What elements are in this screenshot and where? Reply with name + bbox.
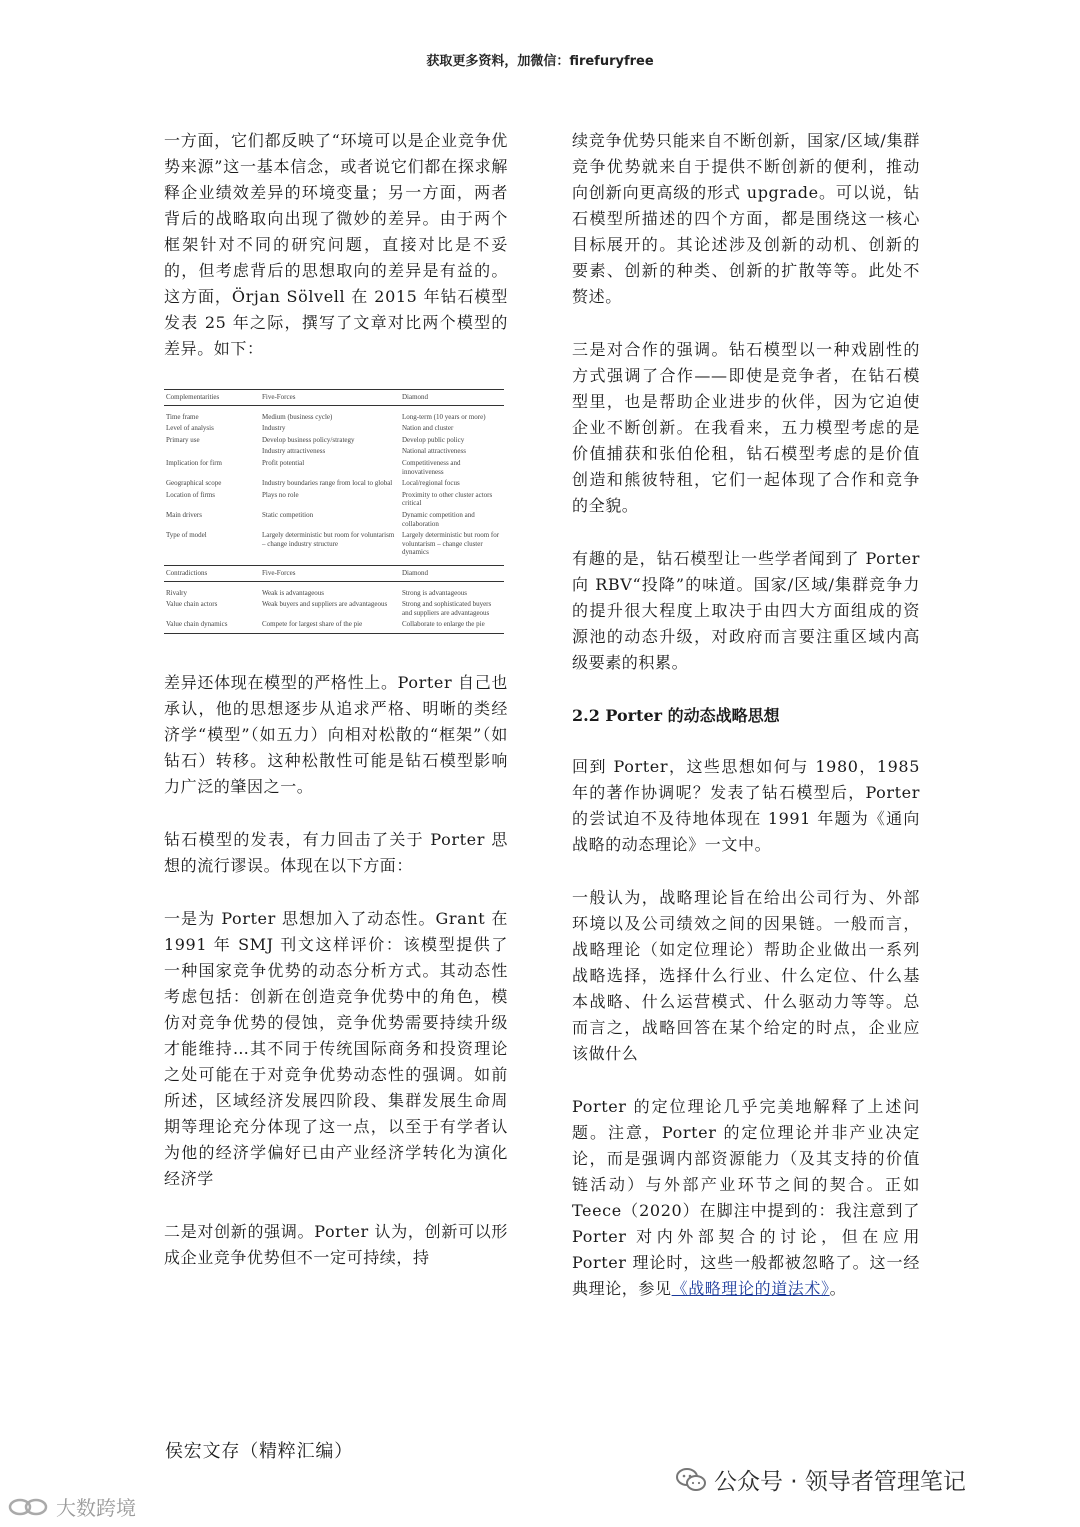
table-header-cell: Complementarities (164, 390, 260, 406)
table-cell: Collaborate to enlarge the pie (402, 620, 485, 629)
table-cell: Strong is advantageous (402, 588, 467, 597)
table-cell: Develop public policy (402, 435, 465, 444)
table-header-cell: Diamond (400, 565, 504, 581)
table-cell: Medium (business cycle) (262, 412, 333, 421)
right-paragraph-3: 有趣的是，钻石模型让一些学者闻到了 Porter 向 RBV“投降”的味道。国家/区域/集群竞争力的提升很大程度上取决于由四大方面组成的资源池的动态升级，对政府而言要注重区域内高级要素的积累。 (572, 549, 920, 672)
table-cell: Long-term (10 years or more) (402, 412, 486, 421)
right-paragraph-4: 回到 Porter，这些思想如何与 1980，1985 年的著作协调呢？发表了钻石模型后，Porter 的尝试迫不及待地体现在 1991 年题为《通向战略的动态理论》一文中。 (572, 757, 920, 854)
table-header-cell: Diamond (400, 390, 504, 406)
table-row (164, 446, 504, 458)
table-cell: Profit potential (262, 458, 305, 467)
left-paragraph-2: 差异还体现在模型的严格性上。Porter 自己也承认，他的思想逐步从追求严格、明晰的类经济学“模型”（如五力）向相对松散的“框架”（如钻石）转移。这种松散性可能是钻石模型影响力广泛的肇因之一。 (164, 672, 508, 796)
table-cell: Compete for largest share of the pie (262, 620, 363, 629)
table-header-cell: Five-Forces (260, 390, 400, 406)
table-cell: Weak buyers and suppliers are advantageous (262, 600, 388, 609)
left-paragraph-4: 一是为 Porter 思想加入了动态性。Grant 在 1991 年 SMJ 刊文这样评价：该模型提供了一种国家竞争优势的动态分析方式。其动态性考虑包括：创新在创造竞争优势中的角色，模仿对竞争优势的侵蚀，竞争优势需要持续升级才能维持…其不同于传统国际商务和投资理论之处可能在于对竞争优势动态性的强调。如前所述，区域经济发展四阶段、集群发展生命周期等理论充分体现了这一点，以至于有学者认为他的经济学偏好已由产业经济学转化为演化经济学 (164, 908, 508, 1188)
link-icon (8, 1496, 50, 1518)
table-cell: Proximity to other cluster actors critical (402, 490, 493, 508)
left-paragraph-5: 二是对创新的强调。Porter 认为，创新可以形成企业竞争优势但不一定可持续，持 (164, 1221, 508, 1267)
table-cell: Primary use (166, 435, 200, 444)
table-cell: Level of analysis (166, 424, 214, 433)
table-row (164, 599, 504, 619)
table-row (164, 530, 504, 559)
table-cell: Largely deterministic but room for voluntarism – change industry structure (262, 531, 395, 548)
left-paragraph-3: 钻石模型的发表，有力回击了关于 Porter 思想的流行谬误。体现在以下方面： (164, 829, 508, 875)
table-cell: Industry (262, 424, 286, 433)
right-paragraph-6 (572, 1094, 920, 1302)
table-cell: Time frame (166, 412, 199, 421)
table-cell: Industry boundaries range from local to global (262, 479, 393, 488)
table-row (164, 435, 504, 447)
wechat-account-label (676, 1463, 966, 1496)
left-paragraph-1: 一方面，它们都反映了“环境可以是企业竞争优势来源”这一基本信念，或者说它们都在探求解释企业绩效差异的环境变量；另一方面，两者背后的战略取向出现了微妙的差异。由于两个框架针对不同的研究问题，直接对比是不妥的，但考虑背后的思想取向的差异是有益的。这方面，Örjan Sölvell 在 2015 年钻石模型发表 25 年之际，撰写了文章对比两个模型的差异。如下： (164, 131, 508, 358)
table-cell: Geographical scope (166, 479, 222, 488)
right-column (572, 128, 920, 1329)
left-column (164, 128, 508, 1298)
wechat-account-text: 公众号 · 领导者管理笔记 (714, 1469, 966, 1495)
table-cell: Type of model (166, 531, 207, 540)
table-row (164, 423, 504, 435)
table-row (164, 412, 504, 424)
watermark-text: 大数跨境 (56, 1496, 136, 1520)
wechat-icon (676, 1467, 706, 1493)
table-cell: Strong and sophisticated buyers and suppliers are advantageous (402, 600, 492, 617)
table-row (164, 458, 504, 478)
table-cell: Implication for firm (166, 458, 222, 467)
right-paragraph-1: 续竞争优势只能来自不断创新，国家/区域/集群竞争优势就来自于提供不断创新的便利，推动向创新向更高级的形式 upgrade。可以说，钻石模型所描述的四个方面，都是围绕这一核心目标展开的。其论述涉及创新的动机、创新的要素、创新的种类、创新的扩散等等。此处不赘述。 (572, 131, 920, 306)
right-paragraph-5: 一般认为，战略理论旨在给出公司行为、外部环境以及公司绩效之间的因果链。一般而言，战略理论（如定位理论）帮助企业做出一系列战略选择，选择什么行业、什么定位、什么基本战略、什么运营模式、什么驱动力等等。总而言之，战略回答在某个给定的时点，企业应该做什么 (572, 888, 920, 1063)
page-header: 获取更多资料，加微信：firefuryfree (426, 54, 654, 69)
table-header-row (164, 390, 504, 406)
table-cell: Location of firms (166, 490, 215, 499)
comparison-table-figure (164, 389, 504, 634)
table-cell: Main drivers (166, 510, 202, 519)
table-header-cell: Five-Forces (260, 565, 400, 581)
comparison-table (164, 389, 504, 634)
table-cell: Industry attractiveness (262, 447, 326, 456)
table-cell: Static competition (262, 510, 314, 519)
table-cell: Value chain actors (166, 600, 218, 609)
table-cell: Dynamic competition and collaboration (402, 510, 475, 528)
table-cell: Develop business policy/strategy (262, 435, 355, 444)
table-cell: Largely deterministic but room for voluntarism – change cluster dynamics (402, 531, 500, 557)
table-row (164, 619, 504, 631)
table-row (164, 490, 504, 510)
watermark (8, 1492, 136, 1521)
table-cell: Competitiveness and innovativeness (402, 458, 461, 476)
section-heading: 2.2 Porter 的动态战略思想 (572, 706, 780, 725)
table-cell: Plays no role (262, 490, 299, 499)
table-cell: Weak is advantageous (262, 588, 325, 597)
table-header-row (164, 565, 504, 581)
table-cell (164, 446, 260, 458)
article-link[interactable]: 《战略理论的道法术》 (671, 1279, 830, 1298)
right-paragraph-6-text: Porter 的定位理论几乎完美地解释了上述问题。注意，Porter 的定位理论并非产业决定论，而是强调内部资源能力（及其支持的价值链活动）与外部产业环节之间的契合。正如 Teece（2020）在脚注中提到的：我注意到了 Porter 对内外部契合的讨论，但在应用 Porter 理论时，这些一般都被忽略了。这一经典理论，参见 (572, 1097, 920, 1298)
table-cell: Value chain dynamics (166, 620, 228, 629)
table-cell: Rivalry (166, 588, 187, 597)
table-row (164, 510, 504, 530)
table-cell: National attractiveness (402, 447, 466, 456)
table-row (164, 478, 504, 490)
table-cell: Nation and cluster (402, 424, 454, 433)
table-header-cell: Contradictions (164, 565, 260, 581)
footer-title: 侯宏文存（精粹汇编） (165, 1441, 353, 1462)
right-paragraph-2: 三是对合作的强调。钻石模型以一种戏剧性的方式强调了合作——即使是竞争者，在钻石模型里，也是帮助企业进步的伙伴，因为它迫使企业不断创新。在我看来，五力模型考虑的是价值捕获和张伯伦租，钻石模型考虑的是价值创造和熊彼特租，它们一起体现了合作和竞争的全貌。 (572, 340, 920, 515)
right-paragraph-6-end: 。 (829, 1279, 847, 1298)
table-cell: Local/regional focus (402, 479, 460, 488)
table-row (164, 588, 504, 600)
